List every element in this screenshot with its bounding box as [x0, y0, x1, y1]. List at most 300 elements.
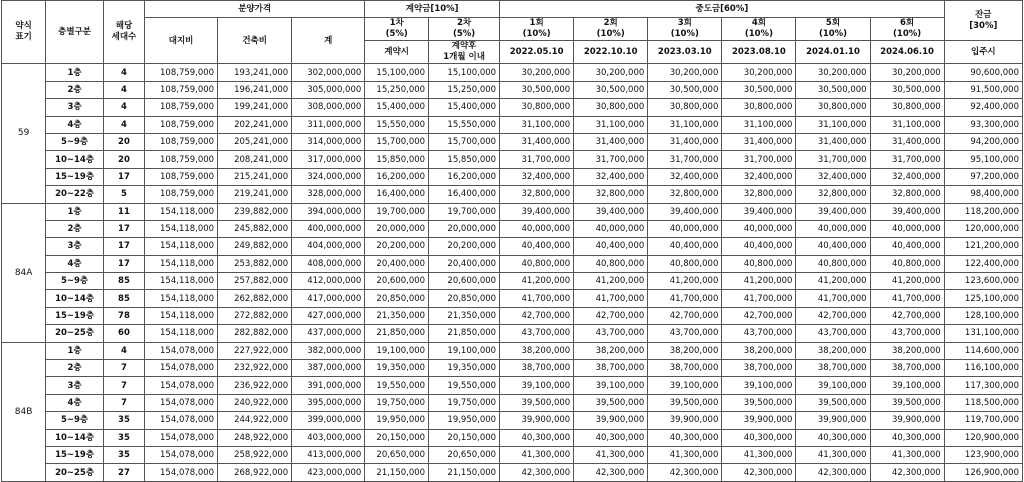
units-cell: 35 [103, 429, 144, 446]
table-row [2, 412, 1023, 429]
table-row [2, 325, 1023, 342]
mid-payment-cell: 38,700,000 [648, 360, 722, 377]
mid-payment-cell: 43,700,000 [574, 325, 648, 342]
mid-payment-cell: 38,200,000 [574, 342, 648, 359]
units-cell: 20 [103, 133, 144, 150]
mid-payment-cell: 30,500,000 [500, 81, 574, 98]
mid-payment-cell: 40,400,000 [574, 238, 648, 255]
building-price-cell: 240,922,000 [218, 394, 292, 411]
building-price-cell: 248,922,000 [218, 429, 292, 446]
mid-payment-cell: 30,800,000 [870, 99, 944, 116]
installment-name-row [2, 18, 1023, 41]
units-cell: 4 [103, 81, 144, 98]
installment-percent: (10%) [818, 29, 848, 40]
unit-type-cell: 59 [2, 64, 46, 203]
contract-1-cell: 19,550,000 [365, 377, 429, 394]
contract-2-cell: 19,700,000 [429, 203, 500, 220]
mid-payment-cell: 32,400,000 [722, 168, 796, 185]
floor-cell: 20~25층 [46, 325, 104, 342]
floor-cell: 4층 [46, 255, 104, 272]
table-row [2, 238, 1023, 255]
building-price-cell: 239,882,000 [218, 203, 292, 220]
installment-header [870, 18, 944, 41]
land-price-cell: 108,759,000 [145, 168, 218, 185]
mid-payment-cell: 40,400,000 [722, 238, 796, 255]
building-price-cell: 282,882,000 [218, 325, 292, 342]
installment-name: 6회 [900, 18, 915, 29]
mid-payment-cell: 31,700,000 [870, 151, 944, 168]
mid-payment-cell: 32,800,000 [500, 186, 574, 203]
table-row [2, 273, 1023, 290]
floor-cell: 10~14층 [46, 151, 104, 168]
installment-name: 5회 [825, 18, 841, 29]
installment-name: 1회 [529, 18, 544, 29]
mid-payment-cell: 38,700,000 [500, 360, 574, 377]
mid-payment-cell: 40,300,000 [870, 429, 944, 446]
price-group-header: 분양가격 [145, 1, 365, 18]
mid-payment-cell: 30,800,000 [796, 99, 870, 116]
units-cell: 7 [103, 394, 144, 411]
land-price-cell: 154,118,000 [145, 203, 218, 220]
mid-payment-cell: 39,100,000 [870, 377, 944, 394]
mid-payment-cell: 39,500,000 [870, 394, 944, 411]
installment-percent: (10%) [670, 29, 699, 40]
contract-1-cell: 19,700,000 [365, 203, 429, 220]
mid-payment-cell: 32,400,000 [648, 168, 722, 185]
mid-payment-cell: 42,700,000 [722, 307, 796, 324]
contract-1-cell: 19,100,000 [365, 342, 429, 359]
balance-cell: 131,100,000 [944, 325, 1022, 342]
table-row [2, 307, 1023, 324]
mid-payment-cell: 40,000,000 [722, 220, 796, 237]
contract-2-cell: 15,250,000 [429, 81, 500, 98]
land-price-cell: 154,118,000 [145, 238, 218, 255]
floor-cell: 2층 [46, 81, 104, 98]
land-price-cell: 154,118,000 [145, 307, 218, 324]
balance-cell: 92,400,000 [944, 99, 1022, 116]
building-price-cell: 208,241,000 [218, 151, 292, 168]
balance-cell: 97,200,000 [944, 168, 1022, 185]
contract-1-cell: 21,850,000 [365, 325, 429, 342]
total-price-cell: 382,000,000 [292, 342, 365, 359]
units-cell: 85 [103, 290, 144, 307]
mid-payment-cell: 38,200,000 [500, 342, 574, 359]
mid-payment-cell: 32,400,000 [574, 168, 648, 185]
mid-payment-cell: 38,700,000 [574, 360, 648, 377]
table-row [2, 116, 1023, 133]
building-price-cell: 193,241,000 [218, 64, 292, 81]
mid-payment-cell: 40,800,000 [870, 255, 944, 272]
contract-1-cell: 20,150,000 [365, 429, 429, 446]
total-price-cell: 412,000,000 [292, 273, 365, 290]
mid-payment-cell: 30,500,000 [870, 81, 944, 98]
contract-1-cell: 20,000,000 [365, 220, 429, 237]
mid-payment-cell: 43,700,000 [722, 325, 796, 342]
contract-2-cell: 15,700,000 [429, 133, 500, 150]
mid-payment-cell: 41,300,000 [870, 446, 944, 463]
mid-payment-cell: 32,800,000 [574, 186, 648, 203]
balance-group-header [944, 1, 1022, 41]
building-price-cell: 249,882,000 [218, 238, 292, 255]
installment-name: 2차 [457, 18, 472, 29]
floor-cell: 15~19층 [46, 307, 104, 324]
balance-cell: 123,900,000 [944, 446, 1022, 463]
contract-2-cell: 19,550,000 [429, 377, 500, 394]
contract-2-cell: 20,600,000 [429, 273, 500, 290]
contract-1-cell: 15,400,000 [365, 99, 429, 116]
land-price-cell: 154,078,000 [145, 429, 218, 446]
mid-payment-cell: 39,500,000 [796, 394, 870, 411]
contract-2-cell: 21,150,000 [429, 464, 500, 481]
units-cell: 4 [103, 64, 144, 81]
floor-cell: 5~9층 [46, 412, 104, 429]
units-cell: 85 [103, 273, 144, 290]
mid-payment-cell: 30,500,000 [574, 81, 648, 98]
land-price-cell: 108,759,000 [145, 186, 218, 203]
total-price-cell: 317,000,000 [292, 151, 365, 168]
mid-payment-cell: 39,400,000 [796, 203, 870, 220]
mid-payment-cell: 31,700,000 [500, 151, 574, 168]
total-price-cell: 328,000,000 [292, 186, 365, 203]
total-header: 계 [292, 18, 365, 64]
floor-header: 층별구분 [46, 1, 104, 64]
mid-payment-cell: 41,200,000 [574, 273, 648, 290]
floor-cell: 2층 [46, 360, 104, 377]
installment-date: 계약시 [365, 41, 429, 64]
contract-2-cell: 19,350,000 [429, 360, 500, 377]
mid-payment-cell: 39,100,000 [722, 377, 796, 394]
contract-2-cell: 15,550,000 [429, 116, 500, 133]
mid-payment-cell: 42,300,000 [574, 464, 648, 481]
units-cell: 35 [103, 446, 144, 463]
table-row [2, 255, 1023, 272]
mid-payment-cell: 32,400,000 [870, 168, 944, 185]
mid-payment-cell: 41,300,000 [722, 446, 796, 463]
building-header: 건축비 [218, 18, 292, 64]
mid-payment-cell: 31,700,000 [648, 151, 722, 168]
mid-payment-cell: 31,700,000 [796, 151, 870, 168]
mid-payment-cell: 38,200,000 [870, 342, 944, 359]
contract-2-cell: 15,850,000 [429, 151, 500, 168]
mid-payment-cell: 43,700,000 [648, 325, 722, 342]
mid-payment-cell: 40,400,000 [796, 238, 870, 255]
contract-group-header: 계약금[10%] [365, 1, 500, 18]
unit-type-cell: 84B [2, 342, 46, 481]
balance-cell: 122,400,000 [944, 255, 1022, 272]
land-price-cell: 154,078,000 [145, 412, 218, 429]
building-price-cell: 202,241,000 [218, 116, 292, 133]
contract-1-cell: 15,700,000 [365, 133, 429, 150]
contract-2-cell: 21,350,000 [429, 307, 500, 324]
land-price-cell: 154,078,000 [145, 446, 218, 463]
building-price-cell: 244,922,000 [218, 412, 292, 429]
total-price-cell: 399,000,000 [292, 412, 365, 429]
units-cell: 4 [103, 342, 144, 359]
mid-payment-cell: 39,900,000 [722, 412, 796, 429]
installment-percent: (5%) [385, 29, 408, 40]
mid-payment-cell: 39,400,000 [722, 203, 796, 220]
mid-payment-cell: 31,100,000 [722, 116, 796, 133]
mid-payment-cell: 30,800,000 [722, 99, 796, 116]
balance-cell: 119,700,000 [944, 412, 1022, 429]
table-row [2, 64, 1023, 81]
building-price-cell: 196,241,000 [218, 81, 292, 98]
balance-cell: 120,900,000 [944, 429, 1022, 446]
mid-payment-cell: 31,700,000 [574, 151, 648, 168]
table-row [2, 429, 1023, 446]
building-price-cell: 219,241,000 [218, 186, 292, 203]
installment-percent: (10%) [522, 29, 551, 40]
contract-2-cell: 19,750,000 [429, 394, 500, 411]
total-price-cell: 408,000,000 [292, 255, 365, 272]
mid-payment-cell: 31,100,000 [648, 116, 722, 133]
mid-payment-cell: 41,700,000 [722, 290, 796, 307]
mid-payment-cell: 39,900,000 [870, 412, 944, 429]
contract-1-cell: 20,600,000 [365, 273, 429, 290]
mid-payment-cell: 40,000,000 [870, 220, 944, 237]
building-price-cell: 257,882,000 [218, 273, 292, 290]
installment-date: 2024.06.10 [870, 41, 944, 64]
contract-1-cell: 20,200,000 [365, 238, 429, 255]
mid-payment-cell: 39,100,000 [648, 377, 722, 394]
table-header [2, 1, 1023, 64]
mid-payment-cell: 40,000,000 [796, 220, 870, 237]
mid-payment-cell: 39,100,000 [796, 377, 870, 394]
balance-cell: 90,600,000 [944, 64, 1022, 81]
mid-payment-cell: 39,100,000 [574, 377, 648, 394]
building-price-cell: 227,922,000 [218, 342, 292, 359]
balance-cell: 95,100,000 [944, 151, 1022, 168]
land-price-cell: 154,118,000 [145, 290, 218, 307]
mid-payment-cell: 31,400,000 [574, 133, 648, 150]
installment-percent: (10%) [596, 29, 625, 40]
building-price-cell: 272,882,000 [218, 307, 292, 324]
mid-payment-cell: 38,700,000 [722, 360, 796, 377]
building-price-cell: 268,922,000 [218, 464, 292, 481]
land-header: 대지비 [145, 18, 218, 64]
mid-payment-cell: 42,700,000 [500, 307, 574, 324]
mid-payment-cell: 42,700,000 [870, 307, 944, 324]
mid-payment-cell: 31,400,000 [722, 133, 796, 150]
units-cell: 60 [103, 325, 144, 342]
balance-cell: 114,600,000 [944, 342, 1022, 359]
mid-payment-cell: 30,200,000 [796, 64, 870, 81]
contract-2-cell: 15,400,000 [429, 99, 500, 116]
land-price-cell: 154,078,000 [145, 377, 218, 394]
contract-1-cell: 20,850,000 [365, 290, 429, 307]
mid-payment-cell: 32,800,000 [722, 186, 796, 203]
mid-payment-cell: 32,400,000 [796, 168, 870, 185]
building-price-cell: 205,241,000 [218, 133, 292, 150]
price-schedule-table [1, 0, 1023, 482]
total-price-cell: 394,000,000 [292, 203, 365, 220]
installment-date: 2022.05.10 [500, 41, 574, 64]
floor-cell: 1층 [46, 342, 104, 359]
units-cell: 17 [103, 220, 144, 237]
mid-payment-cell: 42,300,000 [870, 464, 944, 481]
mid-payment-cell: 41,200,000 [796, 273, 870, 290]
installment-header [796, 18, 870, 41]
installment-header [722, 18, 796, 41]
table-row [2, 151, 1023, 168]
floor-cell: 3층 [46, 238, 104, 255]
land-price-cell: 108,759,000 [145, 116, 218, 133]
mid-payment-cell: 42,300,000 [648, 464, 722, 481]
mid-payment-cell: 39,500,000 [574, 394, 648, 411]
land-price-cell: 108,759,000 [145, 64, 218, 81]
total-price-cell: 417,000,000 [292, 290, 365, 307]
installment-date: 2023.03.10 [648, 41, 722, 64]
mid-payment-cell: 39,900,000 [796, 412, 870, 429]
total-price-cell: 387,000,000 [292, 360, 365, 377]
mid-payment-cell: 41,300,000 [574, 446, 648, 463]
mid-payment-cell: 40,800,000 [796, 255, 870, 272]
mid-payment-cell: 41,700,000 [870, 290, 944, 307]
land-price-cell: 154,118,000 [145, 255, 218, 272]
contract-2-cell: 16,400,000 [429, 186, 500, 203]
floor-cell: 3층 [46, 99, 104, 116]
mid-payment-cell: 41,700,000 [500, 290, 574, 307]
mid-payment-cell: 41,700,000 [648, 290, 722, 307]
mid-payment-cell: 30,800,000 [648, 99, 722, 116]
table-body [2, 64, 1023, 481]
installment-header [365, 18, 429, 41]
mid-payment-cell: 31,100,000 [870, 116, 944, 133]
mid-payment-cell: 40,800,000 [574, 255, 648, 272]
floor-cell: 10~14층 [46, 290, 104, 307]
mid-payment-cell: 32,800,000 [648, 186, 722, 203]
units-cell: 20 [103, 151, 144, 168]
building-price-cell: 199,241,000 [218, 99, 292, 116]
total-price-cell: 308,000,000 [292, 99, 365, 116]
total-price-cell: 427,000,000 [292, 307, 365, 324]
mid-payment-cell: 41,700,000 [796, 290, 870, 307]
mid-payment-cell: 39,400,000 [574, 203, 648, 220]
total-price-cell: 423,000,000 [292, 464, 365, 481]
contract-2-cell: 21,850,000 [429, 325, 500, 342]
mid-payment-cell: 42,300,000 [722, 464, 796, 481]
mid-payment-cell: 42,700,000 [796, 307, 870, 324]
table-row [2, 394, 1023, 411]
balance-cell: 120,000,000 [944, 220, 1022, 237]
contract-2-cell: 15,100,000 [429, 64, 500, 81]
land-price-cell: 108,759,000 [145, 151, 218, 168]
total-price-cell: 400,000,000 [292, 220, 365, 237]
contract-2-cell: 16,200,000 [429, 168, 500, 185]
balance-cell: 128,100,000 [944, 307, 1022, 324]
table-row [2, 464, 1023, 481]
balance-cell: 125,100,000 [944, 290, 1022, 307]
balance-cell: 118,200,000 [944, 203, 1022, 220]
floor-cell: 15~19층 [46, 446, 104, 463]
mid-payment-cell: 40,000,000 [500, 220, 574, 237]
mid-payment-cell: 40,400,000 [870, 238, 944, 255]
mid-payment-cell: 31,400,000 [870, 133, 944, 150]
balance-cell: 117,300,000 [944, 377, 1022, 394]
mid-payment-cell: 31,100,000 [500, 116, 574, 133]
mid-payment-cell: 30,200,000 [722, 64, 796, 81]
installment-header [648, 18, 722, 41]
mid-payment-cell: 40,800,000 [648, 255, 722, 272]
units-cell: 11 [103, 203, 144, 220]
units-cell: 17 [103, 238, 144, 255]
contract-1-cell: 20,650,000 [365, 446, 429, 463]
units-cell: 5 [103, 186, 144, 203]
mid-payment-cell: 39,400,000 [648, 203, 722, 220]
mid-payment-cell: 42,300,000 [796, 464, 870, 481]
mid-payment-cell: 42,700,000 [648, 307, 722, 324]
mid-payment-cell: 30,200,000 [574, 64, 648, 81]
land-price-cell: 108,759,000 [145, 81, 218, 98]
table-row [2, 446, 1023, 463]
land-price-cell: 154,078,000 [145, 342, 218, 359]
land-price-cell: 154,078,000 [145, 464, 218, 481]
land-price-cell: 108,759,000 [145, 133, 218, 150]
installment-name: 2회 [603, 18, 618, 29]
total-price-cell: 302,000,000 [292, 64, 365, 81]
units-cell: 17 [103, 168, 144, 185]
contract-1-cell: 21,350,000 [365, 307, 429, 324]
table-row [2, 290, 1023, 307]
mid-payment-cell: 43,700,000 [870, 325, 944, 342]
balance-cell: 126,900,000 [944, 464, 1022, 481]
building-price-cell: 232,922,000 [218, 360, 292, 377]
mid-payment-cell: 40,300,000 [574, 429, 648, 446]
building-price-cell: 258,922,000 [218, 446, 292, 463]
contract-1-cell: 20,400,000 [365, 255, 429, 272]
total-price-cell: 314,000,000 [292, 133, 365, 150]
table-row [2, 133, 1023, 150]
units-header-text: 해당 세대수 [111, 21, 137, 43]
land-price-cell: 154,118,000 [145, 273, 218, 290]
mid-payment-cell: 31,400,000 [500, 133, 574, 150]
units-cell: 4 [103, 99, 144, 116]
mid-payment-cell: 41,200,000 [500, 273, 574, 290]
mid-payment-cell: 42,700,000 [574, 307, 648, 324]
mid-payment-cell: 40,400,000 [500, 238, 574, 255]
mid-payment-cell: 41,300,000 [648, 446, 722, 463]
floor-cell: 1층 [46, 64, 104, 81]
floor-cell: 2층 [46, 220, 104, 237]
floor-cell: 20~25층 [46, 464, 104, 481]
mid-payment-cell: 40,300,000 [722, 429, 796, 446]
mid-payment-cell: 31,100,000 [574, 116, 648, 133]
mid-payment-cell: 30,500,000 [648, 81, 722, 98]
mid-payment-cell: 30,200,000 [500, 64, 574, 81]
installment-header [500, 18, 574, 41]
units-cell: 27 [103, 464, 144, 481]
total-price-cell: 395,000,000 [292, 394, 365, 411]
unit-type-cell: 84A [2, 203, 46, 342]
units-cell: 17 [103, 255, 144, 272]
contract-2-cell: 19,950,000 [429, 412, 500, 429]
floor-cell: 3층 [46, 377, 104, 394]
units-cell: 78 [103, 307, 144, 324]
mid-payment-cell: 39,500,000 [648, 394, 722, 411]
installment-date: 2024.01.10 [796, 41, 870, 64]
balance-cell: 93,300,000 [944, 116, 1022, 133]
balance-cell: 116,100,000 [944, 360, 1022, 377]
installment-name: 3회 [677, 18, 692, 29]
installment-percent: (10%) [744, 29, 773, 40]
balance-cell: 91,500,000 [944, 81, 1022, 98]
mid-payment-cell: 39,900,000 [500, 412, 574, 429]
total-price-cell: 404,000,000 [292, 238, 365, 255]
mid-payment-cell: 41,200,000 [870, 273, 944, 290]
building-price-cell: 245,882,000 [218, 220, 292, 237]
mid-payment-cell: 39,100,000 [500, 377, 574, 394]
mid-payment-cell: 30,800,000 [574, 99, 648, 116]
